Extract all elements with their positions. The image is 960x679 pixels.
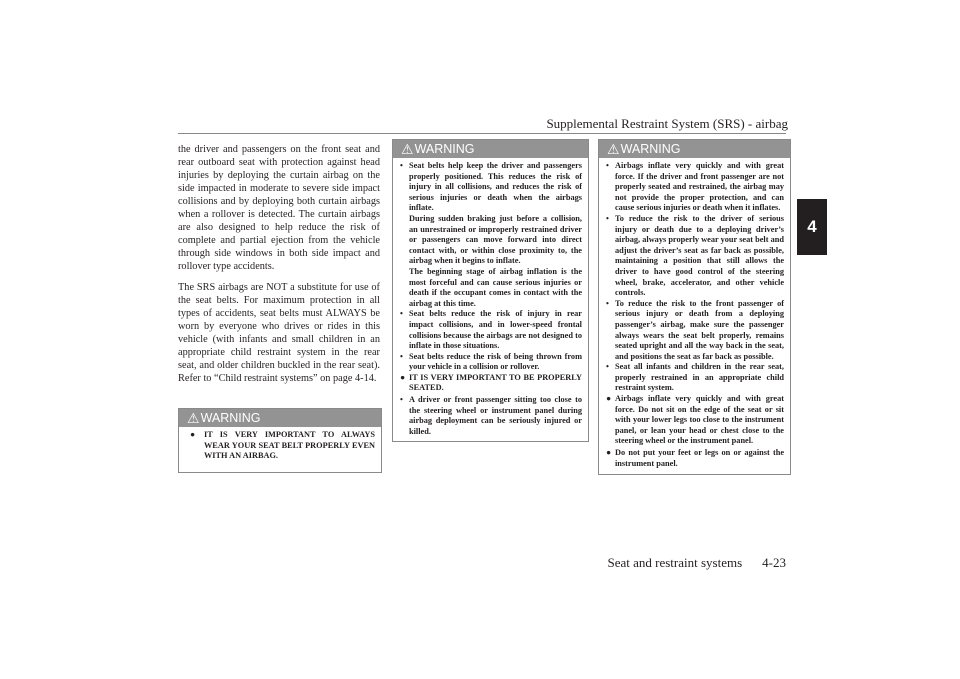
warning-subitem-text: Airbags inflate very quickly and with great force. If the driver and front passenger are not properly seated and restrained, the airbag may not provide the proper protection, and can cause serious injuries or death when it inflates. [615, 161, 784, 213]
warning-body [393, 158, 588, 441]
bullet-icon: ● [400, 372, 406, 382]
warning-header [599, 140, 790, 158]
warning-body [599, 158, 790, 474]
warning-subitem-text: During sudden braking just before a collision, an unrestrained or improperly restrained driver or passengers can move forward into direct contact with, or within close proximity to, the airbag when it begins to inflate. [409, 213, 582, 266]
bullet-dot: • [400, 395, 403, 405]
warning-item-text: Airbags inflate very quickly and with great force. Do not sit on the edge of the seat or sit with your lower legs too close to the instrument panel, or lean your head or chest close to the steering wheel or the instrument panel. [615, 394, 784, 446]
warning-item-text: IT IS VERY IMPORTANT TO BE PROPERLY SEATED. [409, 372, 582, 393]
body-column [178, 143, 380, 393]
warning-subitem [606, 214, 784, 299]
footer-section: Seat and restraint systems [607, 555, 743, 570]
bullet-icon: ● [190, 430, 196, 439]
chapter-tab: 4 [797, 199, 827, 255]
warning-triangle-icon: ⚠ [607, 141, 620, 157]
warning-item-text: Do not put your feet or legs on or against the instrument panel. [615, 448, 784, 468]
warning-item [606, 394, 784, 447]
warning-subitem [606, 299, 784, 363]
warning-item-text: IT IS VERY IMPORTANT TO ALWAYS WEAR YOUR SEAT BELT PROPERLY EVEN WITH AN AIRBAG. [204, 430, 375, 461]
warning-subitem [606, 161, 784, 214]
bullet-dot: • [606, 213, 609, 223]
warning-box-left [178, 408, 382, 473]
warning-header [393, 140, 588, 158]
warning-subitem-text: Seat belts reduce the risk of injury in rear impact collisions, and in lower-speed frontal collisions because the airbags are not designed to inflate in those situations. [409, 309, 582, 351]
header-rule [178, 133, 786, 134]
warning-subitem-text: Seat all infants and children in the rear seat, properly restrained in an appropriate child restraint system. [615, 362, 784, 393]
warning-subitem [400, 395, 582, 437]
warning-subitem-text: To reduce the risk to the driver of serious injury or death due to a deploying driver’s airbag, always properly wear your seat belt and adjust the driver’s seat as far back as possible, maintaining a position that still allows the driver to have good control of the steering wheel, brake, accelerator, and other vehicle controls. [615, 213, 784, 298]
warning-subitem [400, 309, 582, 351]
warning-box-middle [392, 139, 589, 442]
page-number: 4-23 [762, 555, 786, 570]
warning-subitem [400, 161, 582, 309]
warning-title: WARNING [620, 142, 681, 156]
warning-subitem-text: A driver or front passenger sitting too close to the steering wheel or instrument panel during airbag deployment can be seriously injured or killed. [409, 395, 582, 436]
bullet-dot: • [400, 161, 403, 170]
warning-header [179, 409, 381, 427]
warning-triangle-icon: ⚠ [401, 141, 414, 157]
running-footer [607, 555, 786, 571]
warning-subitem [606, 362, 784, 394]
body-paragraph: the driver and passengers on the front seat and rear outboard seat with protection against head injuries by deploying the curtain airbag on the side impacted in moderate to severe side impact collisions and by deploying both curtain airbags when a rollover is detected. The curtain airbags are also designed to help reduce the risk of complete and partial ejection from the vehicle through side windows in both side impact and rollover type accidents. [178, 144, 380, 272]
warning-title: WARNING [414, 142, 475, 156]
bullet-icon: ● [606, 394, 612, 404]
bullet-dot: • [400, 309, 403, 319]
warning-subitem [400, 352, 582, 373]
running-header: Supplemental Restraint System (SRS) - airbag [546, 116, 788, 131]
warning-subitem-text: Seat belts help keep the driver and passengers properly positioned. This reduces the risk of injury in all collisions, and reduces the risk of serious injuries or death when the airbags inflate. [409, 161, 582, 213]
bullet-icon: ● [606, 448, 612, 458]
warning-item [400, 373, 582, 394]
bullet-dot: • [400, 351, 403, 361]
warning-body [179, 427, 381, 472]
warning-subitem-text: Seat belts reduce the risk of being thrown from your vehicle in a collision or rollover. [409, 351, 582, 372]
bullet-dot: • [606, 362, 609, 372]
warning-title: WARNING [200, 411, 261, 425]
warning-box-right [598, 139, 791, 475]
warning-item [186, 430, 375, 462]
warning-item [606, 448, 784, 469]
bullet-dot: • [606, 161, 609, 170]
warning-triangle-icon: ⚠ [187, 410, 200, 426]
body-paragraph: The SRS airbags are NOT a substitute for use of the seat belts. For maximum protection in all types of accidents, seat belts must ALWAYS be worn by everyone who drives or rides in this vehicle (with infants and small children in an appropriate child restraint system in the rear seat, and older children buckled in the rear seat). Refer to “Child restraint systems” on page 4-14. [178, 282, 380, 384]
bullet-dot: • [606, 298, 609, 308]
warning-subitem-text: To reduce the risk to the front passenger of serious injury or death from a deploying passenger’s airbag, make sure the passenger always wears the seat belt properly, remains seated upright and all the way back in the seat, and positions the seat as far back as possible. [615, 298, 784, 361]
warning-subitem-text: The beginning stage of airbag inflation is the most forceful and can cause serious injuries or death if the occupant comes in contact with the airbag at this time. [409, 266, 582, 308]
